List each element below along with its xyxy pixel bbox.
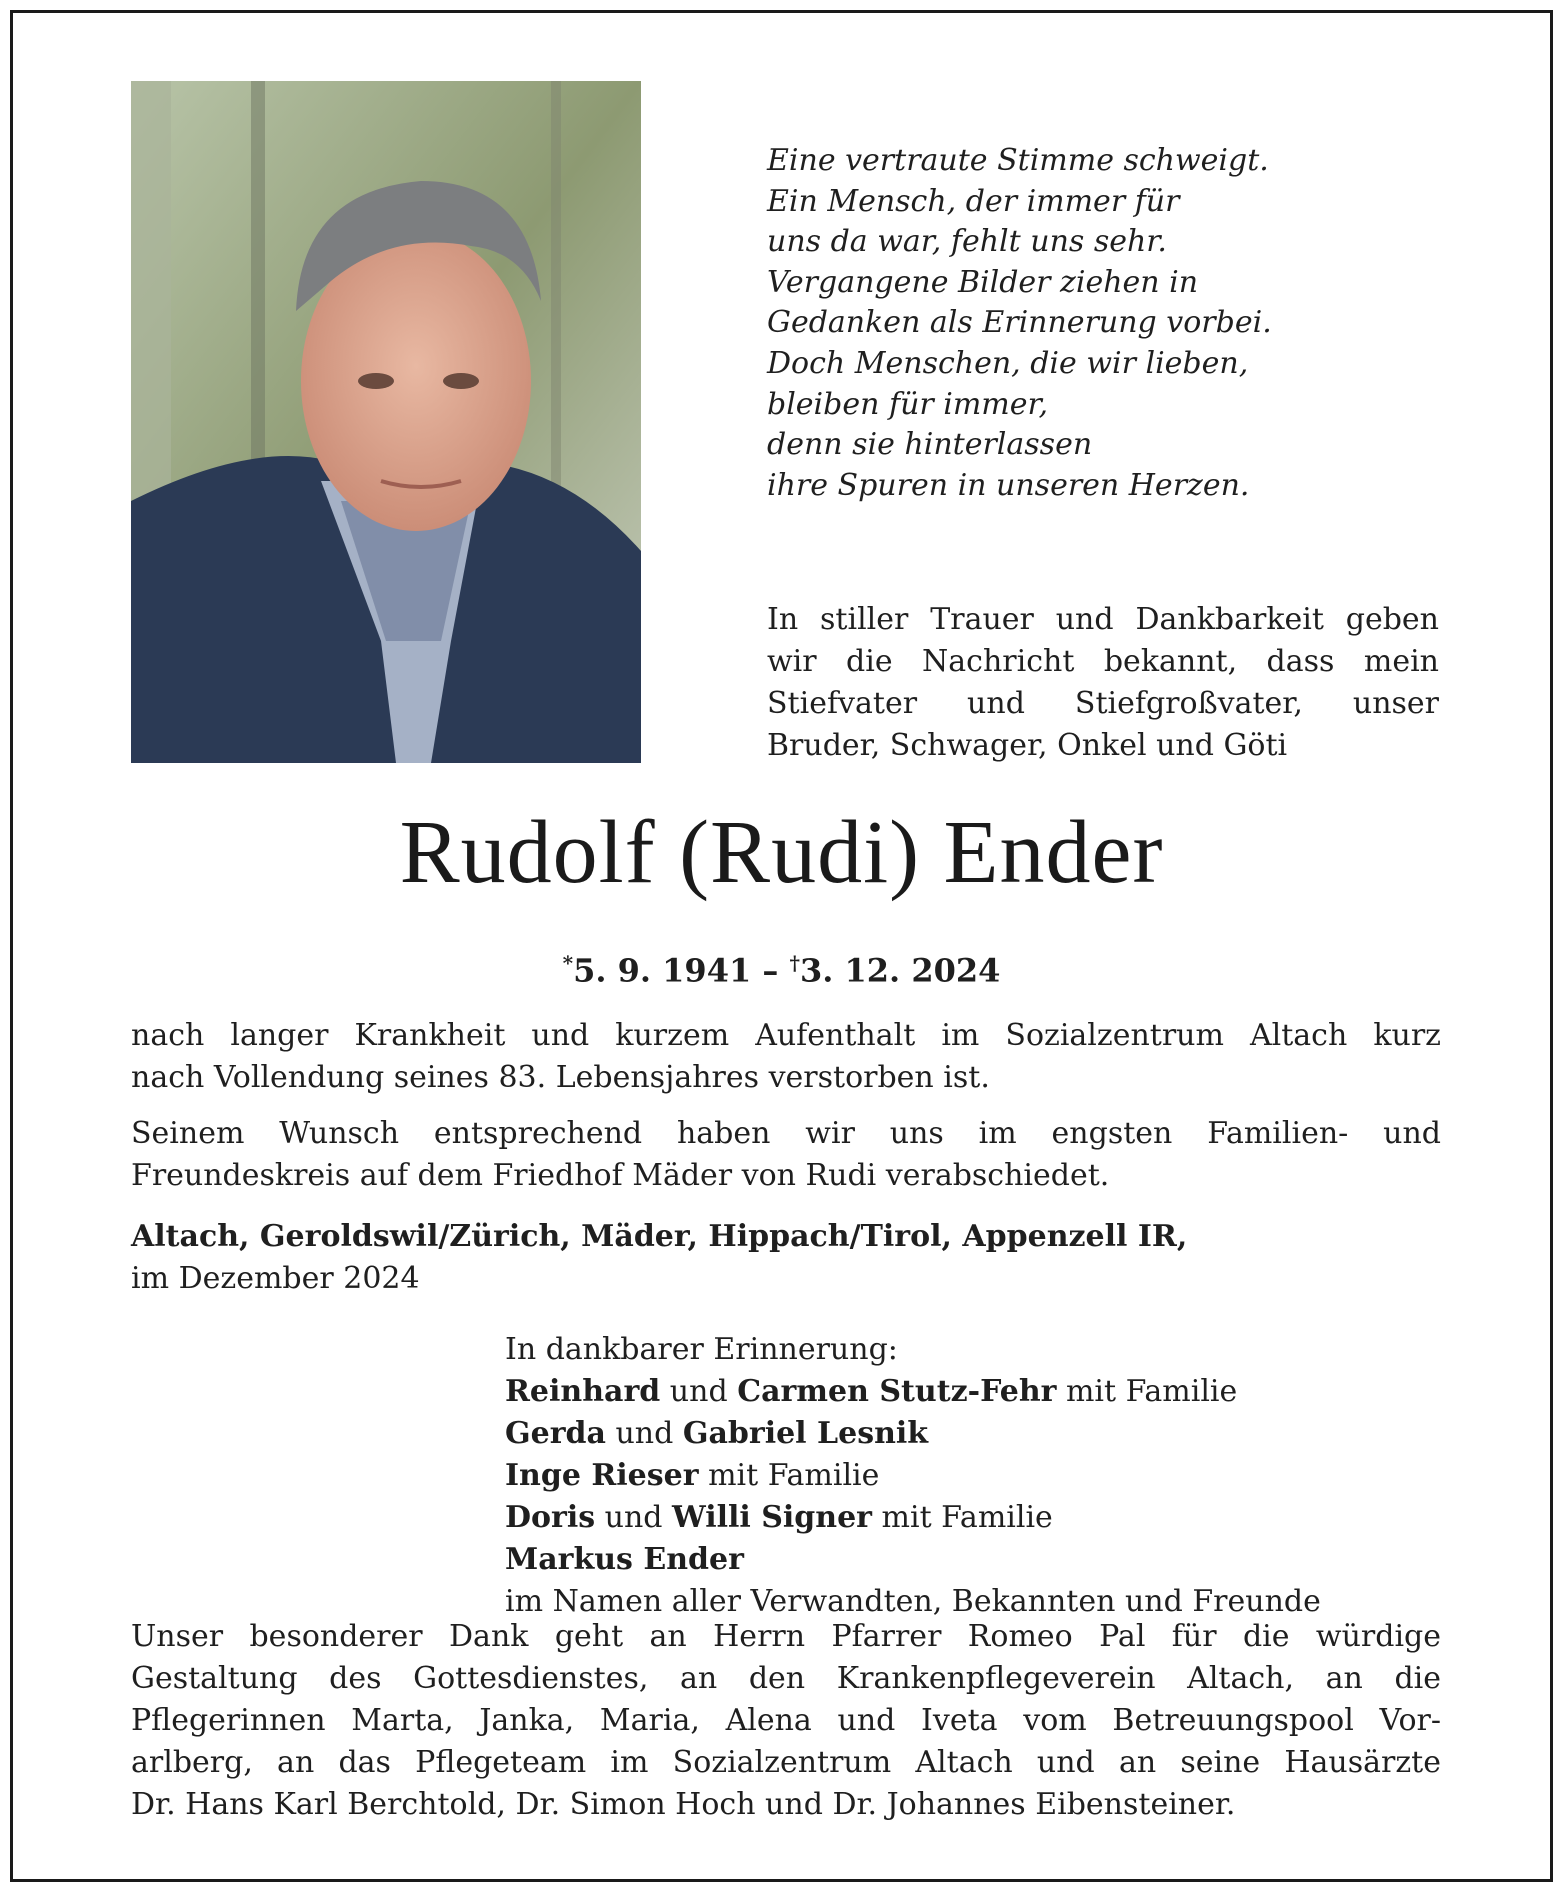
signer-name: Willi Signer [672, 1500, 872, 1535]
thanks-line: Gestaltung des Gottesdienstes, an den Krankenpflegeverein Altach, an die [131, 1661, 1441, 1696]
signer-name: Inge Rieser [505, 1458, 699, 1493]
body-line: nach Vollendung seines 83. Lebensjahres verstorben ist. [131, 1060, 990, 1095]
poem-line: uns da war, fehlt uns sehr. [767, 224, 1167, 260]
death-date: 3. 12. 2024 [799, 951, 1001, 990]
poem-line: Eine vertraute Stimme schweigt. [767, 143, 1269, 178]
signer-name: Gabriel Lesnik [682, 1416, 929, 1451]
signer-name: Gerda [505, 1416, 606, 1451]
life-dates [13, 943, 1550, 991]
signer-row [505, 1455, 1445, 1497]
birth-date: 5. 9. 1941 [573, 951, 752, 990]
signer-row [505, 1497, 1445, 1539]
portrait-photo [131, 81, 641, 763]
signer-join: und [605, 1416, 683, 1451]
place-date [131, 1216, 1441, 1300]
intro-text [767, 599, 1439, 767]
deceased-name: Rudolf (Rudi) Ender [399, 803, 1164, 902]
poem-line: bleiben für immer, [767, 386, 1049, 422]
signer-tail: mit Familie [871, 1500, 1053, 1535]
thanks-line: Dr. Hans Karl Berchtold, Dr. Simon Hoch und Dr. Johannes Eibensteiner. [131, 1787, 1236, 1822]
obituary-page [10, 10, 1553, 1882]
thanks-paragraph [131, 1616, 1441, 1826]
signer-name: Reinhard [505, 1374, 661, 1409]
intro-line: wir die Nachricht bekannt, dass mein [767, 644, 1439, 679]
intro-line: Bruder, Schwager, Onkel und Göti [767, 728, 1288, 763]
signer-row [505, 1539, 1445, 1581]
signer-join: und [595, 1500, 673, 1535]
intro-line: In stiller Trauer und Dankbarkeit geben [767, 602, 1439, 637]
poem-line: Doch Menschen, die wir lieben, [767, 345, 1249, 381]
signer-name: Carmen Stutz-Fehr [737, 1374, 1057, 1409]
body-line: nach langer Krankheit und kurzem Aufenthalt im Sozialzentrum Altach kurz [131, 1018, 1441, 1053]
date-separator: – [762, 951, 779, 990]
intro-line: Stiefvater und Stiefgroßvater, unser [767, 686, 1439, 721]
farewell-paragraph [131, 1113, 1441, 1197]
signer-name: Doris [505, 1500, 596, 1535]
signers-heading: In dankbarer Erinnerung: [505, 1332, 898, 1367]
poem-line: Gedanken als Erinnerung vorbei. [767, 305, 1272, 341]
poem-line: ihre Spuren in unseren Herzen. [767, 467, 1250, 503]
signer-tail: mit Familie [698, 1458, 880, 1493]
poem-line: Ein Mensch, der immer für [767, 183, 1180, 219]
thanks-line: Unser besonderer Dank geht an Herrn Pfarrer Romeo Pal für die würdige [131, 1619, 1441, 1654]
portrait-photo-icon [131, 81, 641, 763]
poem-line: denn sie hinterlassen [767, 427, 1093, 463]
signer-join: und [660, 1374, 738, 1409]
signers-list [505, 1329, 1445, 1623]
death-symbol: † [789, 951, 800, 975]
poem [767, 141, 1487, 506]
body-line: Freundeskreis auf dem Friedhof Mäder von Rudi verabschiedet. [131, 1158, 1110, 1193]
birth-symbol: * [562, 951, 574, 975]
body-line: Seinem Wunsch entsprechend haben wir uns im engsten Familien- und [131, 1116, 1441, 1151]
places: Altach, Geroldswil/Zürich, Mäder, Hippach/Tirol, Appenzell IR, [131, 1219, 1188, 1254]
signer-tail: mit Familie [1056, 1374, 1238, 1409]
signer-row [505, 1413, 1445, 1455]
thanks-line: Pflegerinnen Marta, Janka, Maria, Alena und Iveta vom Betreuungspool Vor- [131, 1703, 1441, 1738]
passing-paragraph [131, 1015, 1441, 1099]
signer-row [505, 1371, 1445, 1413]
poem-line: Vergangene Bilder ziehen in [767, 264, 1199, 300]
date-line: im Dezember 2024 [131, 1261, 420, 1296]
thanks-line: arlberg, an das Pflegeteam im Sozialzentrum Altach und an seine Hausärzte [131, 1745, 1441, 1780]
signers-closing: im Namen aller Verwandten, Bekannten und Freunde [505, 1584, 1321, 1619]
signer-name: Markus Ender [505, 1542, 744, 1577]
